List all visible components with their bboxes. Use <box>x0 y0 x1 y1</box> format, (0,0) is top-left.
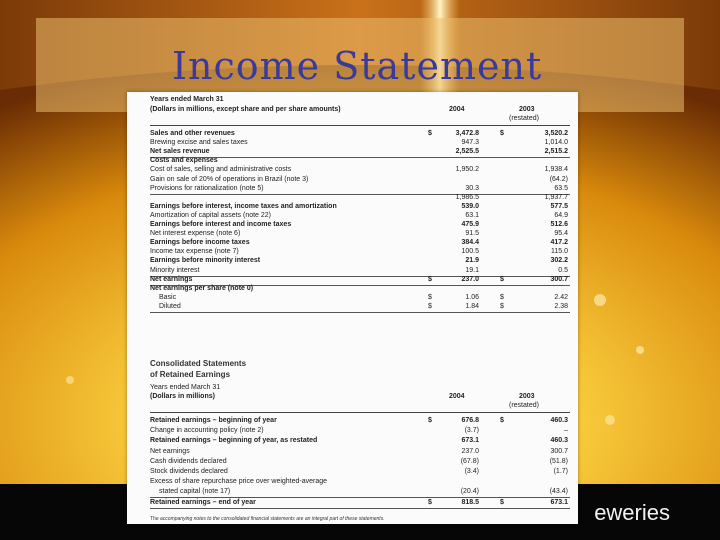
row-label: Costs and expenses <box>150 157 218 165</box>
row-label: Stock dividends declared <box>150 468 228 475</box>
row-label: Cost of sales, selling and administrative costs <box>150 166 292 174</box>
footnote: The accompanying notes to the consolidated financial statements are an integral part of these statements. <box>150 516 385 522</box>
row-label: Amortization of capital assets (note 22) <box>150 211 272 219</box>
value-2004: 947.3 <box>461 139 479 147</box>
retained-col1-header: 2004 <box>449 393 465 400</box>
value-2004: 237.0 <box>461 447 479 455</box>
value-2004: 818.5 <box>461 498 479 506</box>
income-header-line1: Years ended March 31 <box>150 96 224 103</box>
value-2004: 30.3 <box>465 184 479 192</box>
value-2004: 2,525.5 <box>455 148 479 156</box>
currency-2004: $ <box>428 293 432 301</box>
value-2003: 577.5 <box>550 202 568 210</box>
income-header-rule <box>150 125 570 126</box>
value-2004: 475.9 <box>461 221 479 228</box>
row-label: Earnings before interest and income taxes <box>150 221 292 228</box>
value-2003: (1.7) <box>553 468 568 475</box>
row-label: Basic <box>159 293 177 301</box>
row-label: Retained earnings – end of year <box>150 498 256 506</box>
row-label: stated capital (note 17) <box>159 488 231 496</box>
row-label: Earnings before income taxes <box>150 239 250 247</box>
retained-heading-line1: Consolidated Statements <box>150 359 247 368</box>
row-label: Cash dividends declared <box>150 457 227 465</box>
value-2004: 539.0 <box>461 202 479 210</box>
row-label: Income tax expense (note 7) <box>150 248 239 256</box>
value-2004: 1.84 <box>465 302 479 310</box>
currency-2003: $ <box>500 130 504 137</box>
income-col2-header: 2003 <box>519 106 535 113</box>
value-2003: 300.7 <box>550 447 568 455</box>
value-2003: (64.2) <box>549 175 568 183</box>
value-2004: 19.1 <box>465 266 479 274</box>
currency-2004: $ <box>428 130 432 137</box>
financial-statement-page <box>127 92 578 524</box>
table-row <box>150 467 570 477</box>
value-2004: 237.0 <box>461 275 479 283</box>
income-header-line2: (Dollars in millions, except share and per share amounts) <box>150 106 341 113</box>
value-2004: 100.5 <box>461 248 479 256</box>
value-2003: 512.6 <box>550 221 568 228</box>
retained-col2-header: 2003 <box>519 393 535 400</box>
row-label: Minority interest <box>150 266 200 274</box>
row-label: Gain on sale of 20% of operations in Brazil (note 3) <box>150 175 309 183</box>
value-2003: 302.2 <box>550 257 568 265</box>
retained-heading-line2: of Retained Earnings <box>150 370 231 379</box>
row-label: Earnings before minority interest <box>150 257 261 265</box>
table-row <box>150 457 570 467</box>
table-row <box>150 302 570 313</box>
currency-2004: $ <box>428 275 432 283</box>
value-2004: 1,986.5 <box>455 193 479 201</box>
value-2003: 460.3 <box>550 437 568 445</box>
value-2003: 3,520.2 <box>544 130 568 137</box>
row-label: Change in accounting policy (note 2) <box>150 427 264 435</box>
value-2004: 91.5 <box>465 230 479 238</box>
value-2003: 64.9 <box>554 211 568 219</box>
value-2004: 63.1 <box>465 211 479 219</box>
row-label: Provisions for rationalization (note 5) <box>150 184 264 192</box>
row-label: Net earnings <box>150 447 190 455</box>
brand-text: eweries <box>594 500 670 525</box>
value-2003: 2,515.2 <box>544 148 568 156</box>
row-label: Net earnings per share (note 0) <box>150 284 254 292</box>
value-2003: 1,014.0 <box>544 139 568 147</box>
value-2004: 384.4 <box>461 239 479 247</box>
value-2003: 63.5 <box>554 184 568 192</box>
slide-title: Income Statement <box>172 44 543 88</box>
value-2004: 3,472.8 <box>455 130 479 137</box>
value-2003: 2.38 <box>554 302 568 310</box>
value-2003: 2.42 <box>554 293 568 301</box>
currency-2004: $ <box>428 498 432 506</box>
table-row <box>150 447 570 457</box>
value-2004: 676.8 <box>461 417 479 424</box>
currency-2003: $ <box>500 302 504 310</box>
row-label: Sales and other revenues <box>150 130 235 137</box>
currency-2004: $ <box>428 417 432 424</box>
value-2003: 673.1 <box>550 498 568 506</box>
value-2003: 95.4 <box>554 230 568 238</box>
row-label: Excess of share repurchase price over weighted-average <box>150 478 328 486</box>
value-2003: 1,938.4 <box>544 166 568 174</box>
value-2004: 1.06 <box>465 293 479 301</box>
income-col1-header: 2004 <box>449 106 465 113</box>
currency-2003: $ <box>500 417 504 424</box>
value-2003: 1,937.7 <box>544 193 568 201</box>
value-2004: 21.9 <box>465 257 479 265</box>
table-row <box>150 426 570 436</box>
row-label: Diluted <box>159 302 181 310</box>
row-label: Retained earnings – beginning of year <box>150 417 277 424</box>
row-label: Retained earnings – beginning of year, as restated <box>150 437 318 445</box>
table-row <box>150 498 570 509</box>
value-2003: (51.8) <box>549 457 568 465</box>
row-label: Net interest expense (note 6) <box>150 230 241 238</box>
value-2003: 417.2 <box>550 239 568 247</box>
table-row <box>150 436 570 446</box>
retained-header-line1: Years ended March 31 <box>150 384 221 391</box>
income-col2-note: (restated) <box>509 115 539 122</box>
value-2003: 0.5 <box>558 266 568 274</box>
currency-2003: $ <box>500 275 504 283</box>
retained-header-rule <box>150 412 570 413</box>
value-2004: 1,950.2 <box>455 166 479 174</box>
value-2003: (43.4) <box>549 488 568 496</box>
value-2003: 460.3 <box>550 417 568 424</box>
row-label: Brewing excise and sales taxes <box>150 139 248 147</box>
value-2003: 300.7 <box>550 275 568 283</box>
value-2003: – <box>564 427 568 435</box>
retained-col2-note: (restated) <box>509 402 539 409</box>
value-2004: (20.4) <box>460 488 479 496</box>
value-2004: 673.1 <box>461 437 479 445</box>
row-label: Net earnings <box>150 275 193 283</box>
value-2003: 115.0 <box>551 248 568 256</box>
row-label: Earnings before interest, income taxes and amortization <box>150 202 337 210</box>
row-label: Net sales revenue <box>150 148 210 156</box>
currency-2003: $ <box>500 498 504 506</box>
value-2004: (67.8) <box>460 457 479 465</box>
table-row <box>150 416 570 426</box>
table-row <box>150 477 570 487</box>
currency-2003: $ <box>500 293 504 301</box>
currency-2004: $ <box>428 302 432 310</box>
retained-header-line2: (Dollars in millions) <box>150 393 215 400</box>
value-2004: (3.7) <box>464 427 479 435</box>
value-2004: (3.4) <box>464 468 479 475</box>
